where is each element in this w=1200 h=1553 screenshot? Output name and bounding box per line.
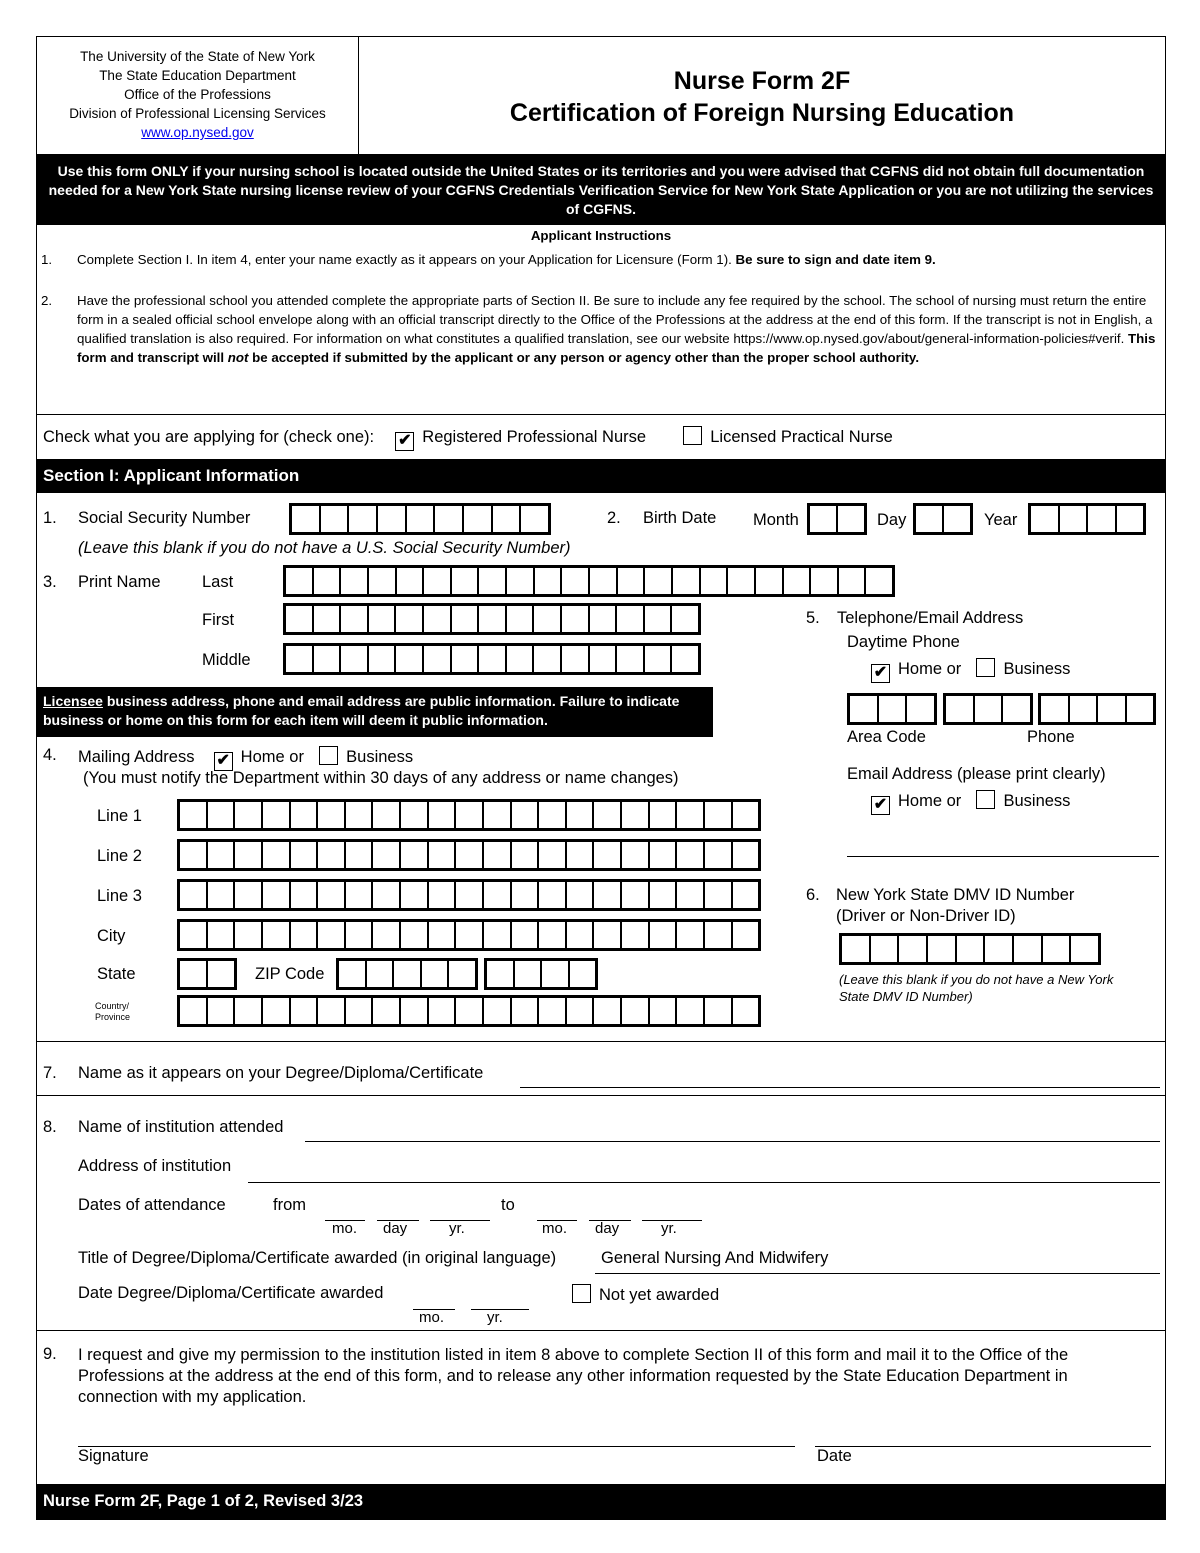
- not-yet-awarded-label: Not yet awarded: [599, 1286, 720, 1304]
- lpn-option-label: Licensed Practical Nurse: [710, 428, 893, 446]
- footer-bar: Nurse Form 2F, Page 1 of 2, Revised 3/23: [37, 1484, 1165, 1519]
- area-code-input[interactable]: [847, 693, 937, 725]
- mail-business-label: Business: [346, 748, 414, 766]
- instruction-emphasis: Be sure to sign and date item 9.: [735, 252, 936, 267]
- line1-label: Line 1: [97, 807, 142, 825]
- from-label: from: [273, 1196, 306, 1214]
- lpn-checkbox[interactable]: [683, 426, 702, 445]
- instruction-warning: This form and transcript will: [77, 331, 1156, 365]
- permission-statement: I request and give my permission to the institution listed in item 8 above to complete Section II of this form and mail it to the Office of the Professions at the address at the end of this form, and to release any other information requested by the State Education Department in connection with my application.: [78, 1346, 1069, 1406]
- instruction-warning: be accepted if submitted by the applicant or any person or agency other than the proper school authority.: [248, 350, 920, 365]
- degree-title-value[interactable]: General Nursing And Midwifery: [601, 1249, 829, 1267]
- month-label: Month: [753, 511, 799, 529]
- email-business-checkbox[interactable]: [976, 790, 995, 809]
- country-label: Country/: [95, 1001, 130, 1011]
- phone-label: Phone: [1027, 728, 1075, 746]
- area-code-label: Area Code: [847, 728, 926, 746]
- last-name-input[interactable]: [283, 565, 895, 597]
- item-number: 6.: [806, 886, 820, 904]
- from-month-caption: mo.: [332, 1220, 358, 1237]
- divider: [37, 1095, 1165, 1096]
- org-line: The State Education Department: [99, 68, 296, 83]
- dates-attendance-label: Dates of attendance: [78, 1196, 226, 1214]
- awarded-month-caption: mo.: [419, 1309, 445, 1326]
- city-input[interactable]: [177, 919, 761, 951]
- mail-home-label: Home or: [240, 748, 304, 766]
- phone-line-input[interactable]: [1038, 693, 1156, 725]
- email-type-row: [871, 790, 1070, 815]
- birth-year-input[interactable]: [1028, 503, 1146, 535]
- ssn-label: Social Security Number: [78, 509, 251, 527]
- item-number: 2.: [607, 509, 621, 527]
- state-input[interactable]: [177, 958, 237, 990]
- phone-type-row: [871, 658, 1070, 683]
- divider: [37, 414, 1165, 415]
- instruction-text: Complete Section I. In item 4, enter your name exactly as it appears on your Application for Licensure (Form 1).: [77, 252, 736, 267]
- middle-name-label: Middle: [202, 651, 251, 669]
- nurse-form-2f: [36, 36, 1166, 1520]
- mail-home-checkbox[interactable]: ✔: [214, 752, 233, 771]
- name-on-degree-label: Name as it appears on your Degree/Diploma/Certificate: [78, 1064, 484, 1082]
- section-1-header: Section I: Applicant Information: [37, 459, 1165, 493]
- email-input-line[interactable]: [847, 856, 1159, 857]
- address-line1-input[interactable]: [177, 799, 761, 831]
- year-label: Year: [984, 511, 1018, 529]
- item-number: 5.: [806, 609, 820, 627]
- address-line2-input[interactable]: [177, 839, 761, 871]
- birth-month-input[interactable]: [807, 503, 867, 535]
- phone-business-label: Business: [1003, 660, 1071, 678]
- signature-input[interactable]: [78, 1446, 795, 1447]
- instruction-number: 2.: [41, 293, 53, 308]
- public-info-text: business address, phone and email address are public information. Failure to indicate business or home on this form for each item will deem it public information.: [43, 693, 680, 728]
- form-subtitle: Certification of Foreign Nursing Education: [509, 99, 1015, 127]
- date-input[interactable]: [815, 1446, 1151, 1447]
- item-number: 3.: [43, 573, 57, 591]
- mailing-address-label: Mailing Address: [78, 748, 195, 766]
- issuing-office-block: [37, 37, 359, 155]
- degree-title-input-line: [595, 1273, 1160, 1274]
- email-home-label: Home or: [898, 792, 962, 810]
- form-title: Nurse Form 2F: [673, 67, 851, 95]
- phone-business-checkbox[interactable]: [976, 658, 995, 677]
- zip-plus4-input[interactable]: [484, 958, 598, 990]
- ssn-note: (Leave this blank if you do not have a U.S. Social Security Number): [78, 539, 571, 557]
- to-month-caption: mo.: [542, 1220, 568, 1237]
- birth-date-label: Birth Date: [643, 509, 717, 527]
- cgfns-notice: Use this form ONLY if your nursing school is located outside the United States or its territories and you were advised that CGFNS did not obtain full documentation needed for a New York State nursing license review of your CGFNS Credentials Verification Service for New York State Application or you are not utilizing the services of CGFNS.: [37, 155, 1165, 225]
- degree-title-label: Title of Degree/Diploma/Certificate awarded (in original language): [78, 1249, 557, 1267]
- instruction-warning-not: not: [227, 350, 249, 365]
- institution-address-input[interactable]: [248, 1182, 1160, 1183]
- day-label: Day: [877, 511, 907, 529]
- item-number: 9.: [43, 1345, 57, 1363]
- print-name-label: Print Name: [78, 573, 161, 591]
- to-day-caption: day: [595, 1220, 620, 1237]
- dmv-id-label: New York State DMV ID Number: [836, 886, 1075, 904]
- telephone-email-label: Telephone/Email Address: [837, 609, 1024, 627]
- phone-home-label: Home or: [898, 660, 962, 678]
- city-label: City: [97, 927, 126, 945]
- org-line: The University of the State of New York: [80, 49, 315, 64]
- zip-input[interactable]: [336, 958, 478, 990]
- institution-name-label: Name of institution attended: [78, 1118, 284, 1136]
- public-info-notice: [37, 687, 713, 737]
- mail-business-checkbox[interactable]: [319, 746, 338, 765]
- instructions-title: Applicant Instructions: [530, 228, 672, 243]
- not-yet-awarded-checkbox[interactable]: [572, 1284, 591, 1303]
- org-line: Division of Professional Licensing Services: [69, 106, 326, 121]
- province-label: Province: [95, 1012, 131, 1022]
- line2-label: Line 2: [97, 847, 142, 865]
- signature-label: Signature: [78, 1447, 149, 1465]
- item-number: 1.: [43, 509, 57, 527]
- org-line: Office of the Professions: [124, 87, 271, 102]
- line3-label: Line 3: [97, 887, 142, 905]
- institution-name-input[interactable]: [305, 1141, 1160, 1142]
- birth-day-input[interactable]: [913, 503, 973, 535]
- item-number: 7.: [43, 1064, 57, 1082]
- zip-label: ZIP Code: [255, 965, 325, 983]
- ssn-input[interactable]: [289, 503, 551, 535]
- phone-prefix-input[interactable]: [943, 693, 1033, 725]
- applying-for-label: Check what you are applying for (check one):: [43, 428, 375, 446]
- mailing-address-row: [78, 746, 413, 771]
- email-label: Email Address (please print clearly): [847, 765, 1106, 783]
- institution-address-label: Address of institution: [78, 1157, 232, 1175]
- form-title-block: [359, 37, 1165, 155]
- not-yet-awarded-row: [572, 1284, 719, 1305]
- applying-for-row: [43, 426, 893, 451]
- phone-home-checkbox[interactable]: ✔: [871, 664, 890, 683]
- mailing-address-note: (You must notify the Department within 30 days of any address or name changes): [83, 769, 679, 787]
- from-year-caption: yr.: [449, 1220, 465, 1237]
- dmv-id-input[interactable]: [839, 933, 1101, 965]
- rn-checkbox[interactable]: ✔: [395, 432, 414, 451]
- name-on-degree-input[interactable]: [520, 1087, 1160, 1088]
- daytime-phone-label: Daytime Phone: [847, 633, 960, 651]
- divider: [37, 1041, 1165, 1042]
- last-name-label: Last: [202, 573, 234, 591]
- instruction-text: Have the professional school you attended complete the appropriate parts of Section II. Be sure to include any fee required by the school. The school of nursing must return the entire form in a sealed official school envelope along with an official transcript directly to the Office of the Professions at the address at the end of this form. If the transcript is not in English, a qualified translation is also required. For information on what constitutes a qualified translation, see our website https://www.op.nysed.gov/about/general-information-policies#verif.: [77, 293, 1153, 346]
- licensee-word: Licensee: [43, 693, 103, 709]
- rn-option-label: Registered Professional Nurse: [422, 428, 647, 446]
- item-number: 8.: [43, 1118, 57, 1136]
- instruction-item-1: [37, 250, 1165, 290]
- email-business-label: Business: [1003, 792, 1071, 810]
- first-name-label: First: [202, 611, 235, 629]
- item-number: 4.: [43, 746, 57, 764]
- to-year-caption: yr.: [661, 1220, 677, 1237]
- awarded-year-caption: yr.: [487, 1309, 503, 1326]
- date-awarded-label: Date Degree/Diploma/Certificate awarded: [78, 1284, 384, 1302]
- state-label: State: [97, 965, 136, 983]
- country-province-label: [95, 1001, 130, 1023]
- dmv-id-sublabel: (Driver or Non-Driver ID): [836, 907, 1016, 925]
- instruction-number: 1.: [41, 252, 53, 267]
- address-line3-input[interactable]: [177, 879, 761, 911]
- divider: [37, 1330, 1165, 1331]
- dmv-id-note: (Leave this blank if you do not have a New York State DMV ID Number): [839, 972, 1114, 1004]
- middle-name-input[interactable]: [283, 643, 701, 675]
- to-label: to: [501, 1196, 515, 1214]
- date-label: Date: [817, 1447, 852, 1465]
- from-day-caption: day: [383, 1220, 408, 1237]
- instruction-item-2: [37, 291, 1165, 411]
- country-province-input[interactable]: [177, 995, 761, 1027]
- first-name-input[interactable]: [283, 603, 701, 635]
- email-home-checkbox[interactable]: ✔: [871, 796, 890, 815]
- website-link[interactable]: www.op.nysed.gov: [141, 125, 254, 140]
